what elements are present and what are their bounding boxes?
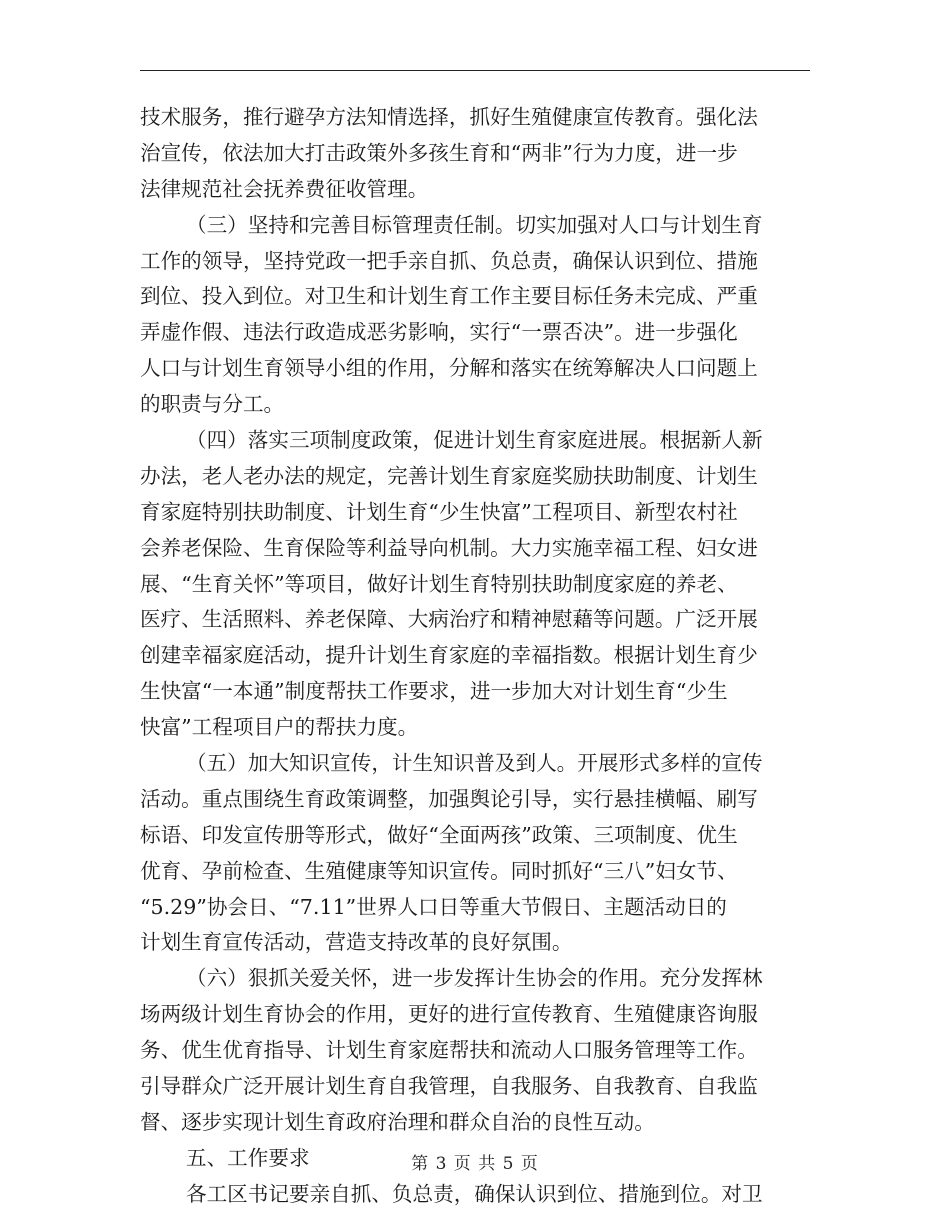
text-line: 引导群众广泛开展计划生育自我管理，自我服务、自我教育、自我监 [140,1074,758,1099]
text-line: （三）坚持和完善目标管理责任制。切实加强对人口与计划生育 [186,212,763,237]
text-line: 务、优生优育指导、计划生育家庭帮扶和流动人口服务管理等工作。 [140,1038,758,1063]
text-line: 医疗、生活照料、养老保障、大病治疗和精神慰藉等问题。广泛开展 [140,607,758,632]
text-line: 计划生育宣传活动，营造支持改革的良好氛围。 [140,930,573,955]
text-line: 督、逐步实现计划生育政府治理和群众自治的良性互动。 [140,1109,655,1134]
document-body [140,100,810,1213]
text-line: 办法，老人老办法的规定，完善计划生育家庭奖励扶助制度、计划生 [140,463,758,488]
text-line: 的职责与分工。 [140,392,285,417]
text-line: 优育、孕前检查、生殖健康等知识宣传。同时抓好“三八”妇女节、 [140,858,738,883]
text-line: 育家庭特别扶助制度、计划生育“少生快富”工程项目、新型农村社 [140,499,738,524]
text-line: 创建幸福家庭活动，提升计划生育家庭的幸福指数。根据计划生育少 [140,643,758,668]
text-line: 会养老保险、生育保险等利益导向机制。大力实施幸福工程、妇女进 [140,535,758,560]
text-line: 技术服务，推行避孕方法知情选择，抓好生殖健康宣传教育。强化法 [140,105,758,129]
text-line: 展、“生育关怀”等项目，做好计划生育特别扶助制度家庭的养老、 [140,571,738,596]
text-line: “5.29”协会日、“7.11”世界人口日等重大节假日、主题活动日的 [140,894,727,919]
text-line: 快富”工程项目户的帮扶力度。 [140,715,419,740]
text-line: 场两级计划生育协会的作用，更好的进行宣传教育、生殖健康咨询服 [140,1002,758,1027]
text-line: （五）加大知识宣传，计生知识普及到人。开展形式多样的宣传 [186,751,763,776]
text-line: 到位、投入到位。对卫生和计划生育工作主要目标任务未完成、严重 [140,284,758,309]
text-line: 工作的领导，坚持党政一把手亲自抓、负总责，确保认识到位、措施 [140,248,758,273]
text-line: 弄虚作假、违法行政造成恶劣影响，实行“一票否决”。进一步强化 [140,320,738,345]
text-line: 法律规范社会抚养费征收管理。 [140,176,429,201]
text-line: 五、工作要求 [186,1145,310,1170]
header-rule [140,70,810,71]
text-line: （四）落实三项制度政策，促进计划生育家庭进展。根据新人新 [186,428,763,453]
text-line: 活动。重点围绕生育政策调整，加强舆论引导，实行悬挂横幅、刷写 [140,786,758,811]
text-line: 治宣传，依法加大打击政策外多孩生育和“两非”行为力度，进一步 [140,140,738,165]
text-line: 生快富“一本通”制度帮扶工作要求，进一步加大对计划生育“少生 [140,679,728,704]
text-line: （六）狠抓关爱关怀，进一步发挥计生协会的作用。充分发挥林 [186,966,763,991]
text-line: 人口与计划生育领导小组的作用，分解和落实在统筹解决人口问题上 [140,356,758,381]
text-line: 各工区书记要亲自抓、负总责，确保认识到位、措施到位。对卫 [186,1181,763,1206]
page-number-footer: 第 3 页 共 5 页 [411,1154,539,1174]
text-line: 标语、印发宣传册等形式，做好“全面两孩”政策、三项制度、优生 [140,822,738,847]
